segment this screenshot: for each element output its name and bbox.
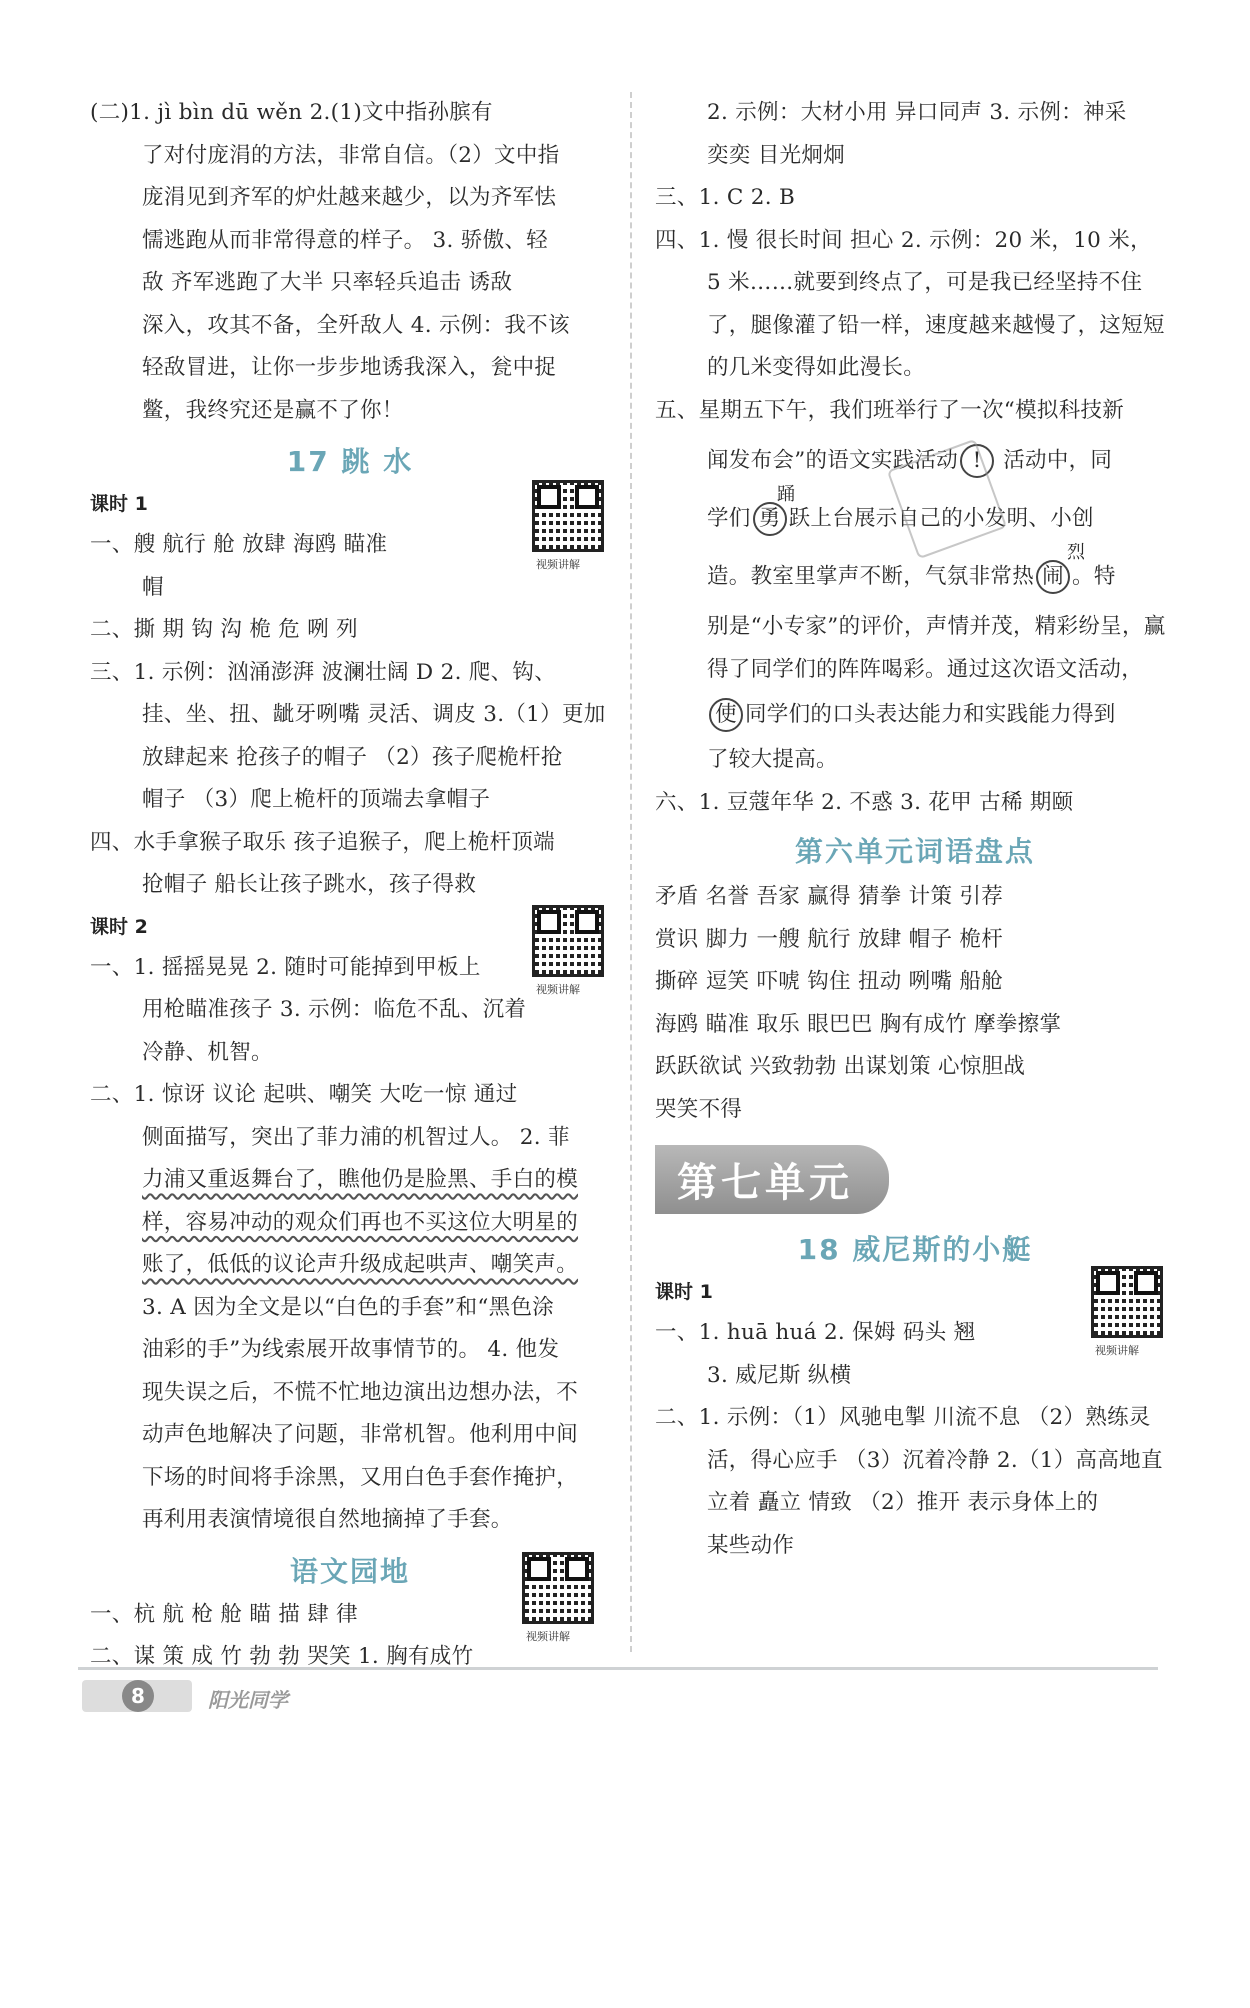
text-line: 了对付庞涓的方法，非常自信。（2）文中指 [142,142,560,168]
lesson-17-title: 17 跳 水 [286,445,414,478]
text-span: 造。教室里掌声不断，气氛非常热 [707,564,1035,589]
brand-logo: 阳光同学 [208,1688,288,1712]
word-row: 跃跃欲试 兴致勃勃 出谋划策 心惊胆战 [655,1054,1026,1079]
text-line: 立着 矗立 情致 （2）推开 表示身体上的 [707,1490,1099,1515]
right-column [655,92,1175,1567]
text-line: 三、1. 示例：汹涌澎湃 波澜壮阔 D 2. 爬、钩、 [90,659,557,685]
text-line: 深入，攻其不备，全歼敌人 4. 示例：我不该 [142,312,570,338]
text-line: 动声色地解决了问题，非常机智。他利用中间 [142,1422,579,1447]
text-line: (二)1. jì bìn dū wěn 2.(1)文中指孙膑有 [90,100,493,125]
correction-mark: 勇 [753,502,787,536]
lesson-1-label: 课时 1 [90,493,148,515]
text-span: 学们 [707,506,751,531]
qr-code-icon[interactable] [522,1552,594,1624]
text-line: 二、1. 惊讶 议论 起哄、嘲笑 大吃一惊 通过 [90,1082,518,1107]
text-line: 四、水手拿猴子取乐 孩子追猴子，爬上桅杆顶端 [90,829,555,855]
text-line: 轻敌冒进，让你一步步地诱我深入，瓮中捉 [142,355,557,380]
lesson-18-title: 18 威尼斯的小艇 [797,1233,1033,1266]
text-line: 的几米变得如此漫长。 [707,355,926,380]
text-line: 侧面描写，突出了菲力浦的机智过人。 2. 菲 [142,1124,570,1150]
text-line: 帽子 （3）爬上桅杆的顶端去拿帽子 [142,787,491,812]
footer-rule [78,1667,1158,1670]
text-line: 再利用表演情境很自然地摘掉了手套。 [142,1507,513,1532]
word-row: 哭笑不得 [655,1096,743,1122]
text-line: 三、1. C 2. B [655,185,796,210]
text-line: 二、1. 示例：（1）风驰电掣 川流不息 （2）熟练灵 [655,1405,1151,1430]
text-line: 现失误之后，不慌不忙地边演出边想办法，不 [142,1379,579,1405]
qr-caption: 视频讲解 [1095,1344,1139,1357]
text-line: 二、谋 策 成 竹 勃 勃 哭笑 1. 胸有成竹 [90,1644,474,1669]
text-line: 别是“小专家”的评价，声情并茂，精彩纷呈，赢 [707,614,1166,639]
qr-caption: 视频讲解 [536,982,580,996]
text-line: 冷静、机智。 [142,1039,273,1065]
text-line: 2. 示例：大材小用 异口同声 3. 示例：神采 [707,100,1127,125]
text-line: 了，腿像灌了铅一样，速度越来越慢了，这短短 [707,312,1165,338]
text-span: 。特 [1072,564,1116,589]
text-line: 油彩的手”为线索展开故事情节的。 4. 他发 [142,1337,560,1362]
text-line: 挂、坐、扭、龇牙咧嘴 灵活、调皮 3.（1）更加 [142,702,606,727]
text-span: 跃上台展示自己的小发明、小创 [788,506,1094,531]
text-line: 一、艘 航行 舱 放肆 海鸥 瞄准 [90,532,388,557]
text-span: 活动中，同 [996,448,1113,473]
text-line: 二、撕 期 钩 沟 桅 危 咧 列 [90,617,358,642]
unit-7-banner: 第七单元 [655,1145,889,1214]
page-number-badge [82,1680,192,1712]
text-line: 庞涓见到齐军的炉灶越来越少，以为齐军怯 [142,185,557,210]
word-row: 矛盾 名誉 吾家 赢得 猜拳 计策 引荐 [655,884,1004,909]
text-line: 奕奕 目光炯炯 [707,142,845,168]
text-line: 某些动作 [707,1532,795,1558]
text-line: 下场的时间将手涂黑，又用白色手套作掩护， [142,1464,579,1490]
correction-fix: 烈 [1067,542,1086,563]
text-line: 六、1. 豆蔻年华 2. 不惑 3. 花甲 古稀 期颐 [655,789,1074,815]
unit-6-word-review-title: 第六单元词语盘点 [794,835,1035,868]
underlined-line: 样，容易冲动的观众们再也不买这位大明星的 [142,1209,579,1235]
qr-code-icon[interactable] [532,905,604,977]
correction-fix: 踊 [777,484,796,505]
yuwen-garden-title: 语文园地 [289,1554,410,1588]
text-line: 3. 威尼斯 纵横 [707,1362,852,1388]
text-line: 放肆起来 抢孩子的帽子 （2）孩子爬桅杆抢 [142,744,563,770]
word-row: 海鸥 瞄准 取乐 眼巴巴 胸有成竹 摩拳擦掌 [655,1011,1062,1037]
text-span: 闻发布会”的语文实践活动 [707,448,959,473]
qr-caption: 视频讲解 [526,1629,570,1643]
correction-mark: ! [960,444,994,478]
correction-mark: 使 [709,698,743,732]
text-line: 3. A 因为全文是以“白色的手套”和“黑色涂 [142,1294,555,1320]
lesson-1-label: 课时 1 [655,1281,713,1303]
text-line: 四、1. 慢 很长时间 担心 2. 示例：20 米，10 米， [655,227,1152,253]
correction-line [655,542,1175,606]
text-line: 一、1. huā huá 2. 保姆 码头 翘 [655,1320,976,1345]
underlined-line: 力浦又重返舞台了，瞧他仍是脸黑、手白的模 [142,1167,579,1192]
text-span: 同学们的口头表达能力和实践能力得到 [745,702,1116,727]
correction-line [655,691,1175,739]
text-line: 5 米……就要到终点了，可是我已经坚持不住 [707,270,1143,295]
qr-code-icon[interactable] [1091,1266,1163,1338]
qr-caption: 视频讲解 [536,558,580,571]
text-line: 五、星期五下午，我们班举行了一次“模拟科技新 [655,397,1125,423]
underlined-line: 账了，低低的议论声升级成起哄声、嘲笑声。 [142,1252,579,1277]
text-line: 懦逃跑从而非常得意的样子。 3. 骄傲、轻 [142,227,548,253]
word-row: 撕碎 逗笑 吓唬 钩住 扭动 咧嘴 船舱 [655,969,1004,994]
text-line: 一、1. 摇摇晃晃 2. 随时可能掉到甲板上 [90,954,481,980]
correction-mark: 闹 [1036,560,1070,594]
text-line: 鳖，我终究还是赢不了你！ [142,397,404,423]
text-line: 帽 [142,574,164,600]
left-column [90,92,610,1679]
lesson-2-label: 课时 2 [90,915,148,938]
text-line: 得了同学们的阵阵喝彩。通过这次语文活动， [707,656,1144,682]
text-line: 敌 齐军逃跑了大半 只率轻兵追击 诱敌 [142,270,513,295]
column-divider [630,92,632,1652]
text-line: 了较大提高。 [707,747,838,772]
word-row: 赏识 脚力 一艘 航行 放肆 帽子 桅杆 [655,926,1004,952]
page-number: 8 [122,1680,154,1712]
text-line: 抢帽子 船长让孩子跳水，孩子得救 [142,872,477,897]
qr-code-icon[interactable] [532,480,604,552]
text-line: 一、杭 航 枪 舱 瞄 描 肆 律 [90,1601,358,1627]
text-line: 活，得心应手 （3）沉着冷静 2.（1）高高地直 [707,1447,1163,1473]
text-line: 用枪瞄准孩子 3. 示例：临危不乱、沉着 [142,997,527,1022]
